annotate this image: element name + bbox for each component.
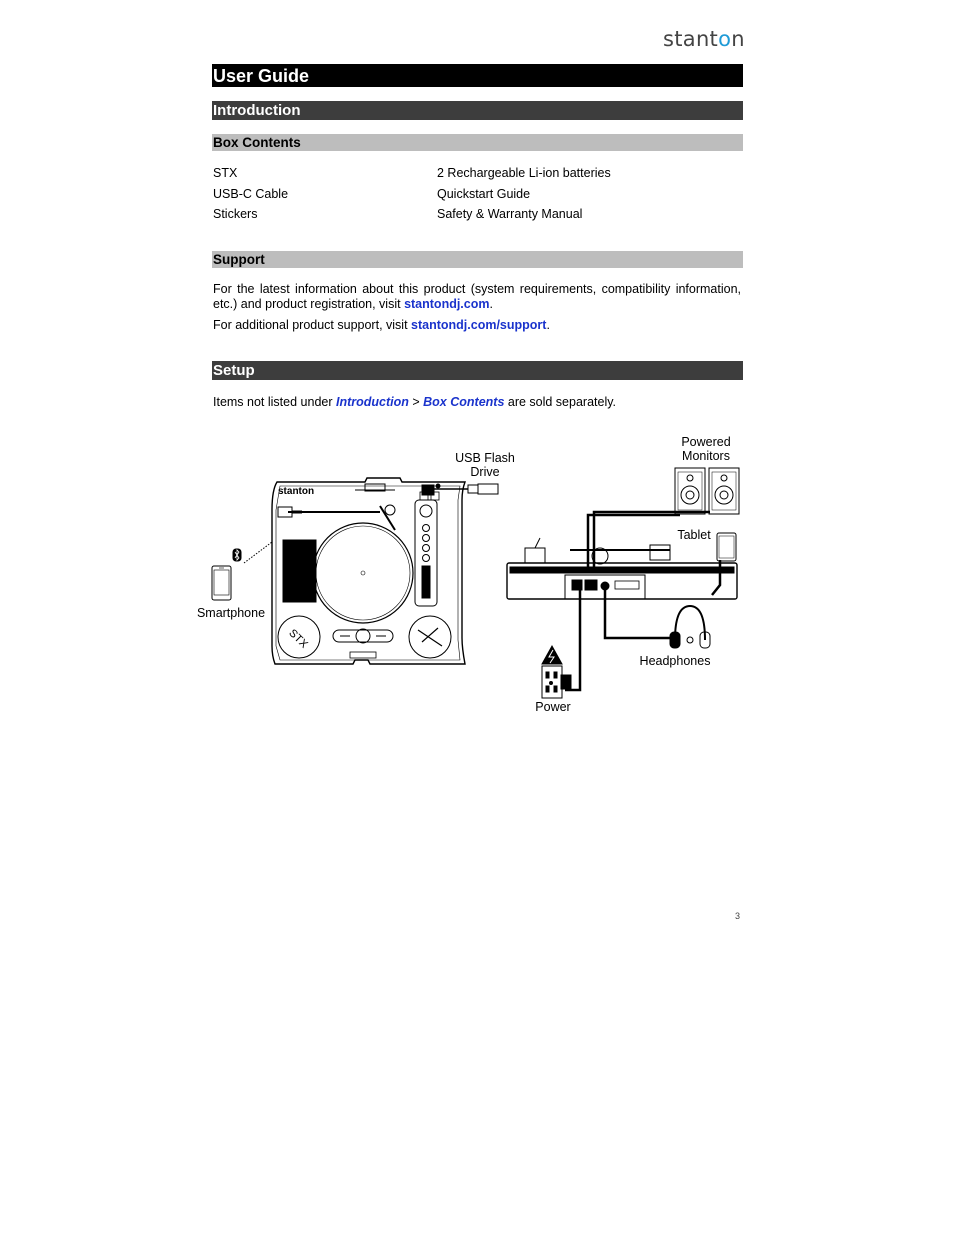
support-paragraph-2: For additional product support, visit stantondj.com/support. — [213, 318, 550, 332]
stx-turntable-rear-view — [507, 538, 737, 599]
support-paragraph-1: For the latest information about this product (system requirements, compatibility information, etc.) and product registration, visit stantondj.com. — [213, 282, 741, 311]
tablet-label: Tablet — [677, 528, 711, 542]
section-heading-introduction: Introduction — [212, 101, 743, 120]
section-heading-support: Support — [212, 251, 743, 268]
setup-diagram — [190, 420, 760, 720]
box-item: Safety & Warranty Manual — [437, 207, 583, 221]
smartphone-illustration — [212, 566, 231, 600]
svg-text:stanton: stanton — [278, 486, 315, 497]
setup-paragraph: Items not listed under Introduction > Box Contents are sold separately. — [213, 395, 617, 409]
box-item: 2 Rechargeable Li-ion batteries — [437, 166, 611, 180]
section-heading-box-contents: Box Contents — [212, 134, 743, 151]
smartphone-label: Smartphone — [196, 606, 266, 620]
box-item: Stickers — [213, 207, 258, 221]
powered-monitors-illustration — [675, 468, 739, 514]
svg-text:STX: STX — [286, 627, 310, 651]
brand-logo: stanton — [663, 27, 745, 51]
bluetooth-icon — [233, 549, 241, 561]
usb-flash-drive-illustration — [422, 484, 498, 495]
headphones-illustration — [670, 606, 710, 648]
section-heading-setup: Setup — [212, 361, 743, 380]
box-item: Quickstart Guide — [437, 187, 531, 201]
box-item: STX — [213, 166, 238, 180]
stantondj-link[interactable]: stantondj.com — [404, 297, 490, 311]
usb-flash-drive-label: USB Flash Drive — [455, 451, 515, 479]
cables — [565, 512, 720, 690]
stx-turntable-top-view — [272, 478, 465, 664]
tablet-illustration — [717, 533, 736, 561]
stantondj-support-link[interactable]: stantondj.com/support — [411, 318, 547, 332]
page-number: 3 — [735, 911, 741, 921]
page-title: User Guide — [212, 64, 743, 87]
powered-monitors-label: Powered Monitors — [681, 435, 731, 463]
box-contents-link[interactable]: Box Contents — [423, 395, 505, 409]
bluetooth-link — [244, 542, 272, 563]
box-item: USB-C Cable — [213, 187, 289, 201]
introduction-link[interactable]: Introduction — [335, 395, 409, 409]
power-label: Power — [535, 700, 571, 714]
headphones-label: Headphones — [639, 654, 711, 668]
